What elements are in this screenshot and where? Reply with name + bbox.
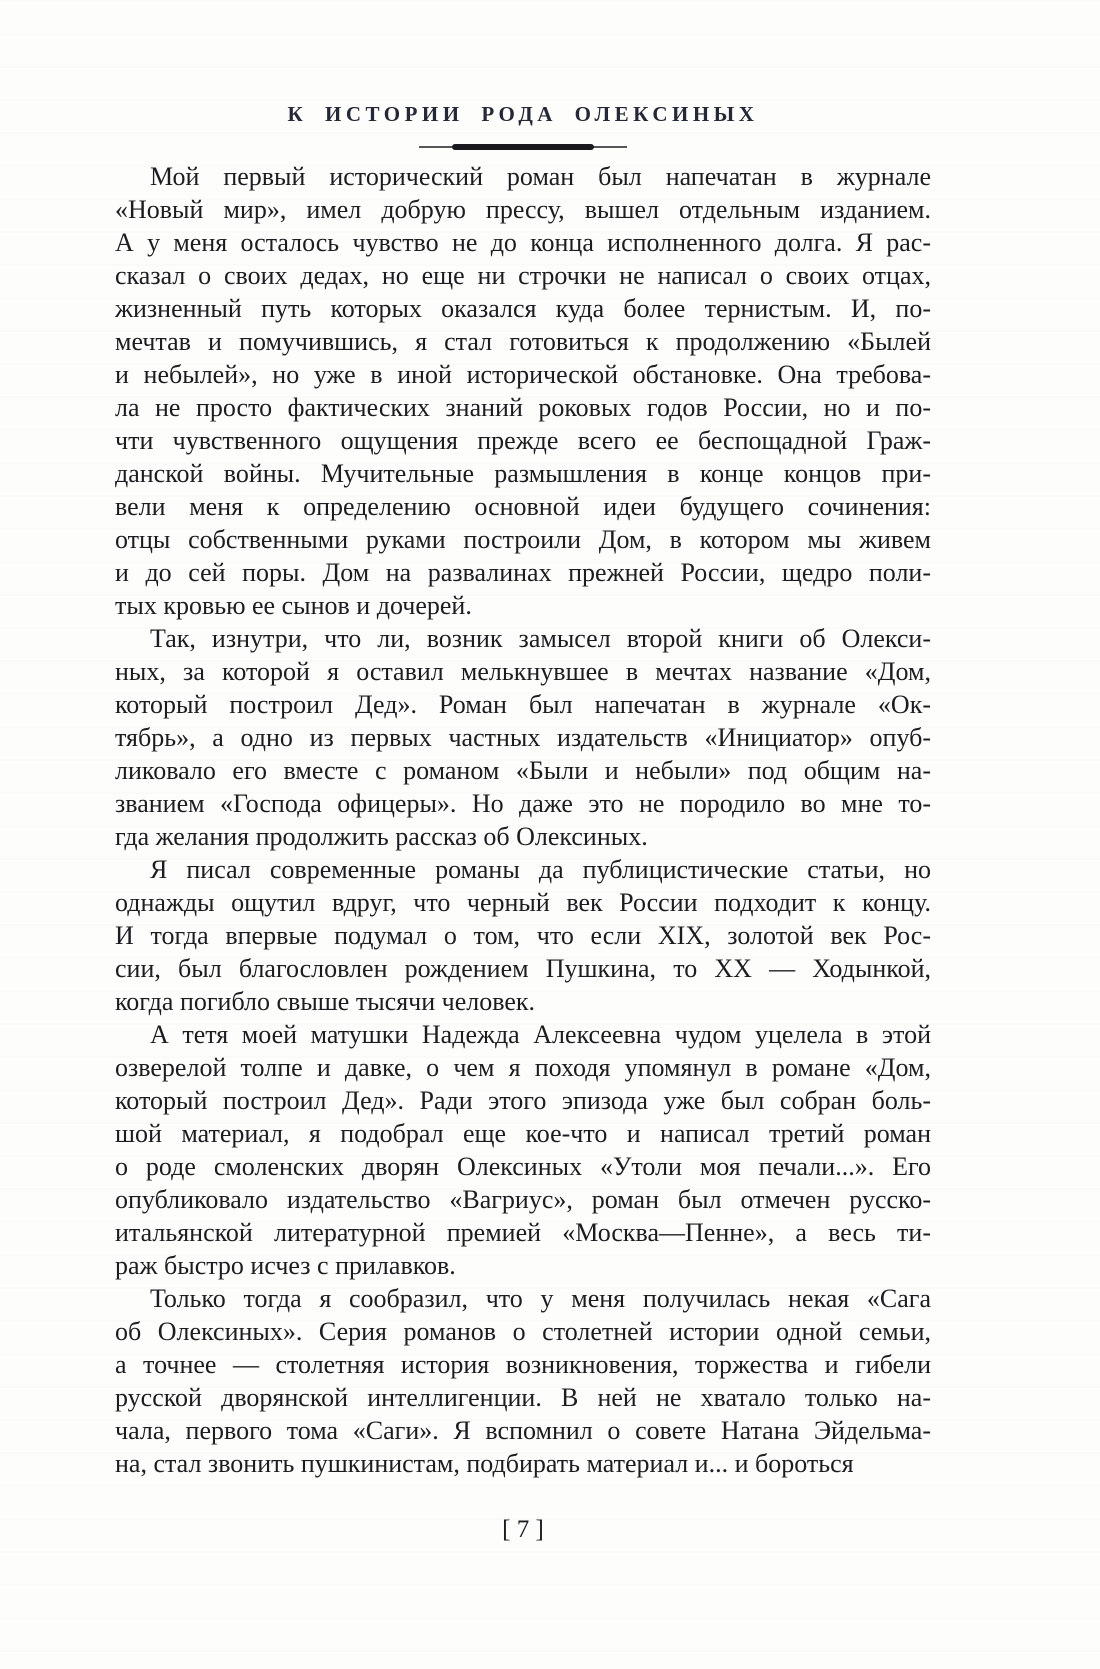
text-line: жизненный путь которых оказался куда более тернистым. И, по- [115, 294, 931, 323]
text-line: когда погибло свыше тысячи человек. [115, 987, 536, 1016]
text-line: шой материал, я подобрал еще кое-что и написал третий роман [115, 1119, 931, 1148]
text-line: гда желания продолжить рассказ об Олексиных. [115, 822, 648, 851]
text-line: ных, за которой я оставил мелькнувшее в мечтах название «Дом, [115, 657, 931, 686]
text-line: Я писал современные романы да публицистические статьи, но [150, 855, 931, 884]
text-line: итальянской литературной премией «Москва—Пенне», а весь ти- [115, 1218, 931, 1247]
text-line: Так, изнутри, что ли, возник замысел второй книги об Олекси- [150, 624, 931, 653]
text-line: тых кровью ее сынов и дочерей. [115, 591, 472, 620]
text-line: А у меня осталось чувство не до конца исполненного долга. Я рас- [115, 228, 931, 257]
text-line: А тетя моей матушки Надежда Алексеевна чудом уцелела в этой [150, 1020, 931, 1049]
text-column [115, 160, 931, 1480]
section-divider-ornament [419, 144, 627, 150]
text-line: а точнее — столетняя история возникновения, торжества и гибели [115, 1350, 931, 1379]
text-line: ликовало его вместе с романом «Были и небыли» под общим на- [115, 756, 931, 785]
text-line: однажды ощутил вдруг, что черный век России подходит к концу. [115, 888, 931, 917]
text-line: озверелой толпе и давке, о чем я походя упомянул в романе «Дом, [115, 1053, 931, 1082]
text-line: который построил Дед». Роман был напечатан в журнале «Ок- [115, 690, 931, 719]
text-line: ла не просто фактических знаний роковых годов России, но и по- [115, 393, 931, 422]
text-line: который построил Дед». Ради этого эпизода уже был собран боль- [115, 1086, 931, 1115]
ornament-wrap [115, 144, 931, 150]
text-line: на, стал звонить пушкинистам, подбирать материал и... и бороться [115, 1449, 854, 1478]
text-line: опубликовало издательство «Вагриус», роман был отмечен русско- [115, 1185, 931, 1214]
text-line: и небылей», но уже в иной исторической обстановке. Она требова- [115, 360, 931, 389]
text-line: тябрь», а одно из первых частных издательств «Инициатор» опуб- [115, 723, 931, 752]
text-line: мечтав и помучившись, я стал готовиться к продолжению «Былей [115, 327, 931, 356]
text-line: чти чувственного ощущения прежде всего ее беспощадной Граж- [115, 426, 931, 455]
text-line: И тогда впервые подумал о том, что если XIX, золотой век Рос- [115, 921, 931, 950]
text-line: Мой первый исторический роман был напечатан в журнале [150, 162, 931, 191]
text-line: отцы собственными руками построили Дом, в котором мы живем [115, 525, 931, 554]
text-line: чала, первого тома «Саги». Я вспомнил о совете Натана Эйдельма- [115, 1416, 931, 1445]
text-line: об Олексиных». Серия романов о столетней истории одной семьи, [115, 1317, 931, 1346]
text-line: и до сей поры. Дом на развалинах прежней России, щедро поли- [115, 558, 931, 587]
text-line: «Новый мир», имел добрую прессу, вышел отдельным изданием. [115, 195, 931, 224]
text-line: сии, был благословлен рождением Пушкина, то XX — Ходынкой, [115, 954, 931, 983]
page-number: [ 7 ] [502, 1516, 544, 1543]
text-line: раж быстро исчез с прилавков. [115, 1251, 456, 1280]
text-line: вели меня к определению основной идеи будущего сочинения: [115, 492, 931, 521]
text-line: данской войны. Мучительные размышления в конце концов при- [115, 459, 931, 488]
text-line: русской дворянской интеллигенции. В ней не хватало только на- [115, 1383, 931, 1412]
text-line: о роде смоленских дворян Олексиных «Утоли моя печали...». Его [115, 1152, 931, 1181]
text-line: Только тогда я сообразил, что у меня получилась некая «Сага [150, 1284, 931, 1313]
text-line: сказал о своих дедах, но еще ни строчки не написал о своих отцах, [115, 261, 931, 290]
chapter-title: К ИСТОРИИ РОДА ОЛЕКСИНЫХ [287, 102, 759, 126]
text-line: званием «Господа офицеры». Но даже это не породило во мне то- [115, 789, 931, 818]
